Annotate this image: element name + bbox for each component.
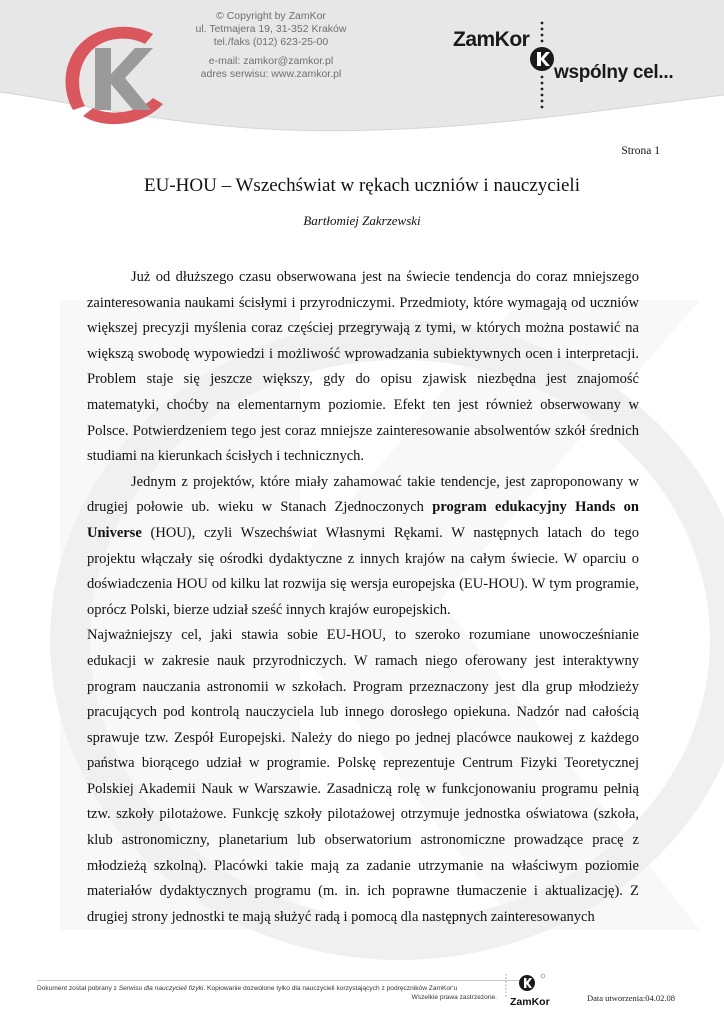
email-text: e-mail: zamkor@zamkor.pl	[208, 55, 334, 67]
document-title: EU-HOU – Wszechświat w rękach uczniów i nauczycieli	[144, 175, 580, 196]
paragraph-3: Najważniejszy cel, jaki stawia sobie EU-HOU, to szeroko rozumiane unowocześnianie edukacji w zakresie nauk przyrodniczych. W ramach niego oferowany jest interaktywny program nauczania astronomii w szkołach. Program przeznaczony jest dla grup młodzieży pracujących pod kontrolą nauczyciela lub innego dorosłego opiekuna. Nadzór nad całością sprawuje tzw. Zespół Europejski. Należy do niego po jednej placówce naukowej z każdego państwa biorącego udział w programie. Polskę reprezentuje Centrum Fizyki Teoretycznej Polskiej Akademii Nauk w Warszawie. Zasadniczą rolę w funkcjonowaniu programu pełnią tzw. szkoły pilotażowe. Funkcję szkoły pilotażowej otrzymuje jednostka oświatowa (szkoła, klub astronomiczny, planetarium lub obserwatorium astronomiczne prowadzące pracę z młodzieżą szkolną). Placówki takie mają za zadanie utrzymanie na właściwym poziomie materiałów dydaktycznych programu (m. in. ich poprawne tłumaczenie i aktualizację). Z drugiej strony jednostki te mają służyć radą i pomocą dla następnych zainteresowanych	[87, 627, 639, 925]
footer-notice-a: Dokument został pobrany z	[37, 985, 119, 992]
paragraph-2-text-a: Jednym z projektów, które miały zahamować takie tendencje, jest zaproponowany w drugiej połowie ub. wieku w Stanach Zjednoczonych	[87, 473, 639, 516]
footer-logo-mark-icon	[503, 972, 551, 998]
contact-block	[176, 10, 366, 81]
page-number: Strona 1	[621, 145, 660, 157]
phone-text: tel./faks (012) 623-25-00	[213, 36, 329, 48]
creation-date: Data utworzenia:04.02.08	[587, 993, 676, 1003]
brand-name: ZamKor	[453, 28, 530, 51]
zamkor-k-logo	[55, 18, 175, 128]
footer-notice-b: . Kopiowanie dozwolone tylko dla nauczycieli korzystających z podręczników ZamKor'u	[203, 985, 458, 992]
footer-logo-name: ZamKor	[510, 996, 550, 1008]
zamkor-brand-mark	[529, 46, 555, 72]
footer-notice	[37, 985, 497, 1002]
article-body	[87, 265, 639, 930]
paragraph-1: Już od dłuższego czasu obserwowana jest na świecie tendencja do coraz mniejszego zainteresowania naukami ścisłymi i przyrodniczymi. Przedmioty, które wymagają od uczniów większej precyzji myślenia coraz częściej przegrywają z tymi, w których można postawić na większą swobodę wypowiedzi i możliwość wprowadzania subiektywnych ocen i interpretacji. Problem staje się jeszcze większy, gdy do opisu zjawisk niezbędna jest znajomość matematyki, choćby na elementarnym poziomie. Efekt ten jest również obserwowany w Polsce. Potwierdzeniem tego jest coraz mniejsze zainteresowanie absolwentów szkół średnich studiami na kierunkach ścisłych i technicznych.	[87, 269, 639, 465]
zamkor-brand	[450, 20, 690, 115]
footer-divider	[37, 980, 525, 981]
website-text: adres serwisu: www.zamkor.pl	[200, 68, 342, 80]
document-header	[0, 0, 724, 135]
copyright-text: © Copyright by ZamKor	[216, 10, 326, 22]
paragraph-2-text-b: (HOU), czyli Wszechświat Własnymi Rękami. W następnych latach do tego projektu włączały się ośrodki dydaktyczne z innych krajów na całym świecie. W oparciu o doświadczenia HOU od kilku lat rozwija się wersja europejska (EU-HOU). W tym programie, oprócz Polski, bierze udział sześć innych krajów europejskich.	[87, 524, 639, 618]
paragraph-2	[87, 470, 639, 624]
author-name: Bartłomiej Zakrzewski	[303, 213, 421, 228]
address-text: ul. Tetmajera 19, 31-352 Kraków	[195, 23, 347, 35]
footer-zamkor-logo	[503, 972, 551, 1016]
program-name-bold: program edukacyjny Hands on Universe	[87, 499, 639, 541]
brand-tagline: wspólny cel...	[554, 62, 674, 83]
footer-notice-italic: Serwisu dla nauczycieli fizyki	[118, 985, 204, 992]
footer-rights: Wszelkie prawa zastrzeżone.	[411, 993, 497, 1001]
